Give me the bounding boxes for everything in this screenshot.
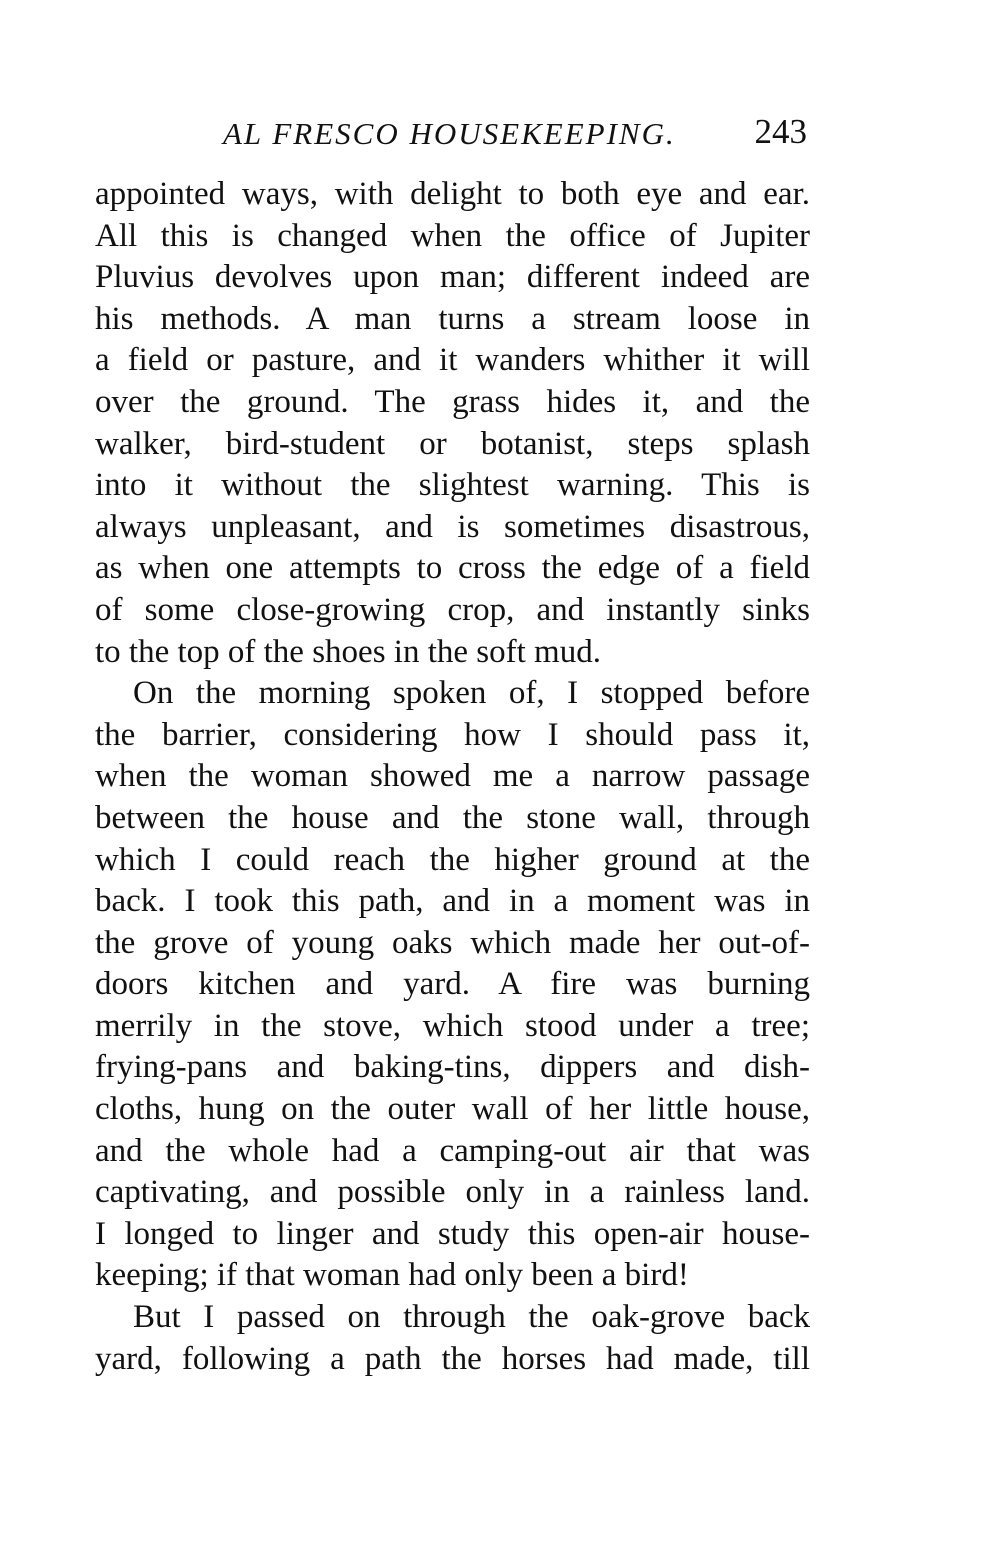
text-line: back. I took this path, and in a moment was in xyxy=(95,883,810,920)
text-line: into it without the slightest warning. This is xyxy=(95,467,810,504)
text-line: captivating, and possible only in a rainless land. xyxy=(95,1174,810,1211)
text-line: a field or pasture, and it wanders whither it will xyxy=(95,342,810,379)
text-line: as when one attempts to cross the edge of a field xyxy=(95,550,810,587)
text-line: frying-pans and baking-tins, dippers and dish- xyxy=(95,1049,810,1086)
text-line: the grove of young oaks which made her out-of- xyxy=(95,924,810,961)
text-line: doors kitchen and yard. A fire was burning xyxy=(95,966,810,1003)
text-line: when the woman showed me a narrow passage xyxy=(95,758,810,795)
text-line: merrily in the stove, which stood under a tree; xyxy=(95,1007,810,1044)
text-line: his methods. A man turns a stream loose in xyxy=(95,300,810,337)
text-line: walker, bird-student or botanist, steps splash xyxy=(95,425,810,462)
body-text xyxy=(95,174,810,1380)
text-line: Pluvius devolves upon man; different indeed are xyxy=(95,259,810,296)
text-line: I longed to linger and study this open-air house- xyxy=(95,1215,810,1252)
text-line: But I passed on through the oak-grove back xyxy=(133,1299,810,1336)
text-line: over the ground. The grass hides it, and the xyxy=(95,383,810,420)
text-line: the barrier, considering how I should pass it, xyxy=(95,716,810,753)
text-line: of some close-growing crop, and instantly sinks xyxy=(95,591,810,628)
text-line: and the whole had a camping-out air that was xyxy=(95,1132,810,1169)
text-line: On the morning spoken of, I stopped before xyxy=(133,675,810,712)
page-header xyxy=(95,112,807,162)
page-number: 243 xyxy=(754,112,807,151)
text-line: which I could reach the higher ground at the xyxy=(95,841,810,878)
text-line: keeping; if that woman had only been a bird! xyxy=(95,1257,689,1294)
text-line: always unpleasant, and is sometimes disastrous, xyxy=(95,508,810,545)
text-line: between the house and the stone wall, through xyxy=(95,799,810,836)
running-title: AL FRESCO HOUSEKEEPING. xyxy=(223,116,676,151)
text-line: All this is changed when the office of Jupiter xyxy=(95,217,810,254)
text-line: appointed ways, with delight to both eye and ear. xyxy=(95,176,810,212)
text-line: yard, following a path the horses had made, till xyxy=(95,1340,810,1377)
text-line: to the top of the shoes in the soft mud. xyxy=(95,633,601,670)
text-line: cloths, hung on the outer wall of her little house, xyxy=(95,1091,810,1128)
